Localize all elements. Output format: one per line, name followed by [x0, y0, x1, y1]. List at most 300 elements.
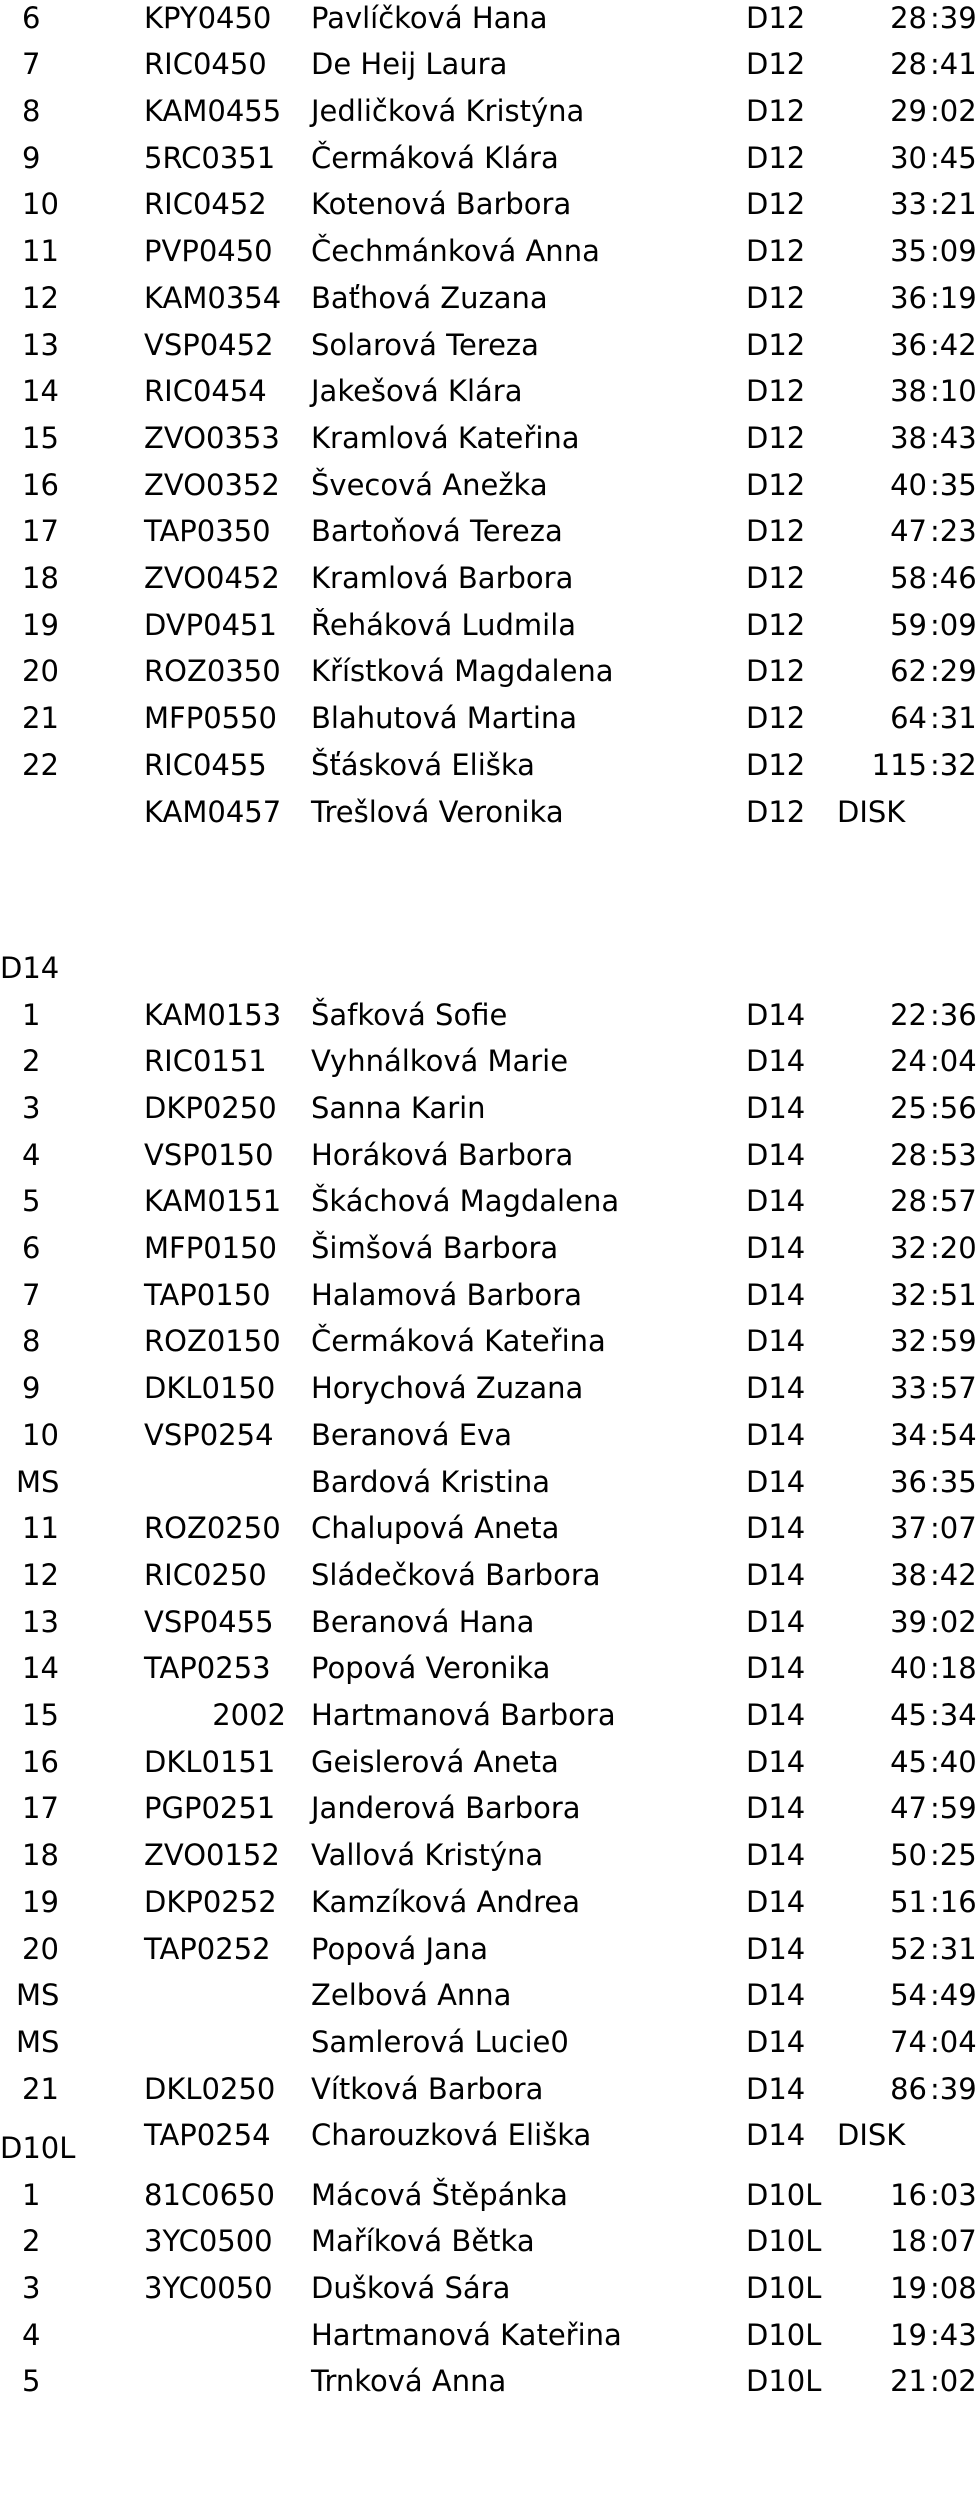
- category-cell: D14: [746, 1978, 806, 2013]
- rank-cell: 18: [22, 1838, 59, 1873]
- result-row: [0, 1505, 977, 1552]
- category-cell: D12: [746, 467, 806, 502]
- time-seconds-cell: :23: [930, 514, 977, 549]
- time-minutes-cell: 28: [890, 0, 927, 35]
- competitor-name-cell: Křístková Magdalena: [311, 654, 614, 689]
- competitor-name-cell: Švecová Anežka: [311, 467, 548, 502]
- rank-cell: 5: [22, 1184, 41, 1219]
- result-row: [0, 742, 977, 789]
- result-row: [0, 2066, 977, 2113]
- time-minutes-cell: 86: [890, 2071, 927, 2106]
- time-seconds-cell: :43: [930, 2317, 977, 2352]
- competitor-name-cell: Vallová Kristýna: [311, 1838, 544, 1873]
- time-seconds-cell: :08: [930, 2270, 977, 2305]
- rank-cell: 1: [22, 2177, 41, 2212]
- time-minutes-cell: 35: [890, 234, 927, 269]
- time-minutes-cell: 38: [890, 420, 927, 455]
- competitor-name-cell: Halamová Barbora: [311, 1277, 582, 1312]
- category-cell: D12: [746, 747, 806, 782]
- competitor-name-cell: Jedličková Kristýna: [311, 94, 585, 128]
- rank-cell: 3: [22, 1090, 41, 1125]
- club-code-cell: ZVO0352: [144, 467, 280, 502]
- time-seconds-cell: :54: [930, 1417, 977, 1452]
- category-heading: D14: [0, 950, 60, 985]
- time-seconds-cell: :56: [930, 1090, 977, 1125]
- time-minutes-cell: 38: [890, 374, 927, 409]
- club-code-cell: TAP0253: [144, 1651, 271, 1686]
- time-seconds-cell: :34: [930, 1698, 977, 1732]
- result-row: [0, 1038, 977, 1085]
- time-minutes-cell: 36: [890, 1464, 927, 1499]
- club-code-cell: KAM0455: [144, 94, 282, 128]
- rank-cell: 2: [22, 1044, 41, 1079]
- time-seconds-cell: :21: [930, 187, 977, 222]
- rank-cell: 22: [22, 747, 59, 782]
- category-cell: D14: [746, 997, 806, 1032]
- competitor-name-cell: Šafková Sofie: [311, 997, 508, 1032]
- club-code-cell: 2002: [212, 1698, 286, 1732]
- time-seconds-cell: :02: [930, 1604, 977, 1639]
- club-code-cell: ZVO0452: [144, 561, 280, 595]
- competitor-name-cell: Řeháková Ludmila: [311, 607, 577, 642]
- category-cell: D14: [746, 1231, 806, 1265]
- category-cell: D12: [746, 607, 806, 642]
- time-seconds-cell: :19: [930, 280, 977, 315]
- club-code-cell: KPY0450: [144, 0, 272, 35]
- rank-cell: 9: [22, 1371, 41, 1406]
- result-row: [0, 1879, 977, 1926]
- time-minutes-cell: 47: [890, 1791, 927, 1826]
- rank-cell: 11: [22, 234, 59, 269]
- club-code-cell: KAM0153: [144, 997, 282, 1032]
- competitor-name-cell: Horychová Zuzana: [311, 1371, 584, 1406]
- club-code-cell: RIC0250: [144, 1557, 267, 1592]
- time-minutes-cell: 52: [890, 1931, 927, 1966]
- rank-cell: 11: [22, 1511, 59, 1546]
- competitor-name-cell: Kotenová Barbora: [311, 187, 572, 222]
- rank-cell: 4: [22, 1137, 41, 1172]
- club-code-cell: DVP0451: [144, 607, 277, 642]
- time-seconds-cell: :49: [930, 1978, 977, 2013]
- category-cell: D14: [746, 2118, 806, 2153]
- time-seconds-cell: :42: [930, 1557, 977, 1592]
- time-seconds-cell: :57: [930, 1184, 977, 1219]
- time-minutes-cell: 33: [890, 187, 927, 222]
- category-cell: D14: [746, 1371, 806, 1406]
- result-row: [0, 1225, 977, 1272]
- category-cell: D12: [746, 234, 806, 269]
- time-minutes-cell: 19: [890, 2270, 927, 2305]
- category-cell: D14: [746, 1277, 806, 1312]
- club-code-cell: 3YC0500: [144, 2224, 273, 2259]
- rank-cell: 7: [22, 1277, 41, 1312]
- category-cell: D14: [746, 1137, 806, 1172]
- rank-cell: 20: [22, 1931, 59, 1966]
- competitor-name-cell: Charouzková Eliška: [311, 2118, 592, 2153]
- time-seconds-cell: :10: [930, 374, 977, 409]
- time-seconds-cell: :57: [930, 1371, 977, 1406]
- result-row: [0, 1926, 977, 1973]
- category-cell: D10L: [746, 2177, 822, 2212]
- competitor-name-cell: Čechmánková Anna: [311, 234, 600, 269]
- category-cell: D10L: [746, 2224, 822, 2259]
- club-code-cell: DKP0252: [144, 1884, 277, 1919]
- time-seconds-cell: :07: [930, 1511, 977, 1546]
- club-code-cell: TAP0254: [144, 2118, 271, 2153]
- competitor-name-cell: Sanna Karin: [311, 1090, 486, 1125]
- rank-cell: 18: [22, 561, 59, 595]
- result-row: [0, 1085, 977, 1132]
- result-row: [0, 41, 977, 88]
- competitor-name-cell: Kramlová Kateřina: [311, 420, 580, 455]
- category-cell: D14: [746, 1791, 806, 1826]
- category-cell: D12: [746, 94, 806, 128]
- time-seconds-cell: :20: [930, 1231, 977, 1265]
- competitor-name-cell: Zelbová Anna: [311, 1978, 512, 2013]
- club-code-cell: 81C0650: [144, 2177, 275, 2212]
- rank-cell: 14: [22, 1651, 59, 1686]
- time-minutes-cell: 32: [890, 1277, 927, 1312]
- rank-cell: 15: [22, 1698, 59, 1732]
- time-seconds-cell: :25: [930, 1838, 977, 1873]
- time-minutes-cell: 34: [890, 1417, 927, 1452]
- time-minutes-cell: 36: [890, 280, 927, 315]
- time-seconds-cell: :18: [930, 1651, 977, 1686]
- club-code-cell: ZVO0353: [144, 420, 280, 455]
- category-cell: D10L: [746, 2270, 822, 2305]
- category-cell: D14: [746, 1744, 806, 1779]
- club-code-cell: RIC0450: [144, 47, 267, 82]
- club-code-cell: RIC0151: [144, 1044, 267, 1079]
- time-seconds-cell: :03: [930, 2177, 977, 2212]
- rank-cell: MS: [16, 1464, 60, 1499]
- time-minutes-cell: 62: [890, 654, 927, 689]
- time-seconds-cell: :39: [930, 2071, 977, 2106]
- time-seconds-cell: :31: [930, 701, 977, 736]
- club-code-cell: 3YC0050: [144, 2270, 273, 2305]
- club-code-cell: VSP0452: [144, 327, 274, 362]
- result-row: [0, 2019, 977, 2066]
- rank-cell: 6: [22, 1231, 41, 1265]
- category-cell: D10L: [746, 2317, 822, 2352]
- rank-cell: 19: [22, 1884, 59, 1919]
- rank-cell: 9: [22, 140, 41, 175]
- result-row: [0, 1552, 977, 1599]
- competitor-name-cell: Vítková Barbora: [311, 2071, 544, 2106]
- result-row: [0, 0, 977, 41]
- time-minutes-cell: 25: [890, 1090, 927, 1125]
- competitor-name-cell: Mácová Štěpánka: [311, 2177, 568, 2212]
- time-minutes-cell: 64: [890, 701, 927, 736]
- club-code-cell: DKP0250: [144, 1090, 277, 1125]
- competitor-name-cell: Dušková Sára: [311, 2270, 511, 2305]
- result-row: [0, 1832, 977, 1879]
- competitor-name-cell: Čermáková Klára: [311, 140, 559, 175]
- club-code-cell: DKL0150: [144, 1371, 276, 1406]
- competitor-name-cell: Trešlová Veronika: [311, 794, 564, 829]
- time-minutes-cell: 74: [890, 2024, 927, 2059]
- time-seconds-cell: :39: [930, 0, 977, 35]
- result-row: [0, 275, 977, 322]
- time-seconds-cell: :09: [930, 607, 977, 642]
- club-code-cell: VSP0254: [144, 1417, 274, 1452]
- time-minutes-cell: 24: [890, 1044, 927, 1079]
- time-minutes-cell: 37: [890, 1511, 927, 1546]
- time-minutes-cell: 28: [890, 47, 927, 82]
- result-row: [0, 1318, 977, 1365]
- competitor-name-cell: Kamzíková Andrea: [311, 1884, 580, 1919]
- result-row: [0, 462, 977, 509]
- category-cell: D14: [746, 1324, 806, 1359]
- result-row: [0, 2218, 977, 2265]
- category-cell: D12: [746, 140, 806, 175]
- category-cell: D14: [746, 1511, 806, 1546]
- category-cell: D14: [746, 1698, 806, 1732]
- category-cell: D12: [746, 514, 806, 549]
- category-cell: D14: [746, 2024, 806, 2059]
- time-minutes-cell: 59: [890, 607, 927, 642]
- category-cell: D14: [746, 1931, 806, 1966]
- rank-cell: 21: [22, 701, 59, 736]
- result-row: [0, 508, 977, 555]
- rank-cell: 5: [22, 2364, 41, 2399]
- club-code-cell: VSP0150: [144, 1137, 274, 1172]
- time-seconds-cell: :36: [930, 997, 977, 1032]
- time-minutes-cell: 18: [890, 2224, 927, 2259]
- category-cell: D14: [746, 1090, 806, 1125]
- rank-cell: 7: [22, 47, 41, 82]
- time-minutes-cell: 45: [890, 1744, 927, 1779]
- time-minutes-cell: 16: [890, 2177, 927, 2212]
- club-code-cell: MFP0550: [144, 701, 277, 736]
- time-minutes-cell: 39: [890, 1604, 927, 1639]
- result-row: [0, 2265, 977, 2312]
- result-row: [0, 602, 977, 649]
- result-row: [0, 1365, 977, 1412]
- rank-cell: 4: [22, 2317, 41, 2352]
- result-row: [0, 1739, 977, 1786]
- competitor-name-cell: Geislerová Aneta: [311, 1744, 559, 1779]
- competitor-name-cell: Jakešová Klára: [311, 374, 523, 409]
- category-cell: D14: [746, 1464, 806, 1499]
- rank-cell: 17: [22, 514, 59, 549]
- category-cell: D14: [746, 1417, 806, 1452]
- time-minutes-cell: 54: [890, 1978, 927, 2013]
- time-minutes-cell: 33: [890, 1371, 927, 1406]
- result-row: [0, 1692, 977, 1739]
- result-row: [0, 368, 977, 415]
- club-code-cell: KAM0151: [144, 1184, 282, 1219]
- time-minutes-cell: 30: [890, 140, 927, 175]
- time-seconds-cell: :07: [930, 2224, 977, 2259]
- rank-cell: 17: [22, 1791, 59, 1826]
- time-minutes-cell: 22: [890, 997, 927, 1032]
- category-cell: D12: [746, 0, 806, 35]
- club-code-cell: TAP0150: [144, 1277, 271, 1312]
- competitor-name-cell: De Heij Laura: [311, 47, 508, 82]
- competitor-name-cell: Sládečková Barbora: [311, 1557, 601, 1592]
- result-row: [0, 1272, 977, 1319]
- rank-cell: 10: [22, 1417, 59, 1452]
- result-row: [0, 648, 977, 695]
- category-cell: D12: [746, 187, 806, 222]
- result-row: [0, 2358, 977, 2405]
- time-seconds-cell: :04: [930, 1044, 977, 1079]
- club-code-cell: RIC0452: [144, 187, 267, 222]
- category-cell: D14: [746, 1044, 806, 1079]
- club-code-cell: KAM0457: [144, 794, 282, 829]
- time-minutes-cell: 21: [890, 2364, 927, 2399]
- club-code-cell: 5RC0351: [144, 140, 276, 175]
- club-code-cell: TAP0350: [144, 514, 271, 549]
- competitor-name-cell: Chalupová Aneta: [311, 1511, 560, 1546]
- result-row: [0, 2112, 960, 2159]
- category-cell: D12: [746, 561, 806, 595]
- club-code-cell: MFP0150: [144, 1231, 277, 1265]
- result-row: [0, 1645, 977, 1692]
- time-minutes-cell: 51: [890, 1884, 927, 1919]
- competitor-name-cell: Šimšová Barbora: [311, 1231, 559, 1265]
- club-code-cell: TAP0252: [144, 1931, 271, 1966]
- result-row: [0, 555, 977, 602]
- time-seconds-cell: :53: [930, 1137, 977, 1172]
- category-cell: D14: [746, 1838, 806, 1873]
- time-minutes-cell: 58: [890, 561, 927, 595]
- time-minutes-cell: 29: [890, 94, 927, 128]
- time-minutes-cell: 40: [890, 1651, 927, 1686]
- time-minutes-cell: 50: [890, 1838, 927, 1873]
- rank-cell: 8: [22, 1324, 41, 1359]
- category-cell: D12: [746, 327, 806, 362]
- result-row: [0, 789, 960, 836]
- club-code-cell: ROZ0150: [144, 1324, 281, 1359]
- time-minutes-cell: 47: [890, 514, 927, 549]
- time-minutes-cell: 32: [890, 1231, 927, 1265]
- competitor-name-cell: Hartmanová Kateřina: [311, 2317, 622, 2352]
- result-row: [0, 181, 977, 228]
- club-code-cell: KAM0354: [144, 280, 282, 315]
- rank-cell: 6: [22, 0, 41, 35]
- time-minutes-cell: 115: [871, 747, 927, 782]
- time-seconds-cell: :16: [930, 1884, 977, 1919]
- rank-cell: 19: [22, 607, 59, 642]
- rank-cell: 16: [22, 1744, 59, 1779]
- result-row: [0, 2172, 977, 2219]
- club-code-cell: DKL0151: [144, 1744, 276, 1779]
- competitor-name-cell: Popová Jana: [311, 1931, 488, 1966]
- category-cell: D12: [746, 654, 806, 689]
- club-code-cell: PGP0251: [144, 1791, 276, 1826]
- time-minutes-cell: 32: [890, 1324, 927, 1359]
- rank-cell: 3: [22, 2270, 41, 2305]
- club-code-cell: ROZ0350: [144, 654, 281, 689]
- time-minutes-cell: 36: [890, 327, 927, 362]
- result-row: [0, 228, 977, 275]
- rank-cell: 14: [22, 374, 59, 409]
- result-row: [0, 695, 977, 742]
- result-row: [0, 135, 977, 182]
- category-cell: D14: [746, 1884, 806, 1919]
- competitor-name-cell: Kramlová Barbora: [311, 561, 574, 595]
- category-cell: D14: [746, 1604, 806, 1639]
- club-code-cell: RIC0454: [144, 374, 267, 409]
- rank-cell: 16: [22, 467, 59, 502]
- result-row: [0, 1785, 977, 1832]
- time-seconds-cell: :45: [930, 140, 977, 175]
- rank-cell: 13: [22, 327, 59, 362]
- time-seconds-cell: :32: [930, 747, 977, 782]
- rank-cell: 12: [22, 1557, 59, 1592]
- competitor-name-cell: Čermáková Kateřina: [311, 1324, 606, 1359]
- time-seconds-cell: :43: [930, 420, 977, 455]
- result-row: [0, 88, 977, 135]
- result-row: [0, 322, 977, 369]
- competitor-name-cell: Janderová Barbora: [311, 1791, 581, 1826]
- club-code-cell: RIC0455: [144, 747, 267, 782]
- time-seconds-cell: :02: [930, 2364, 977, 2399]
- category-cell: D12: [746, 374, 806, 409]
- competitor-name-cell: Pavlíčková Hana: [311, 0, 548, 35]
- time-seconds-cell: :35: [930, 1464, 977, 1499]
- time-seconds-cell: :31: [930, 1931, 977, 1966]
- club-code-cell: ZVO0152: [144, 1838, 280, 1873]
- time-minutes-cell: 38: [890, 1557, 927, 1592]
- time-seconds-cell: :46: [930, 561, 977, 595]
- competitor-name-cell: Baťhová Zuzana: [311, 280, 548, 315]
- competitor-name-cell: Horáková Barbora: [311, 1137, 574, 1172]
- category-heading: D10L: [0, 2130, 76, 2165]
- rank-cell: 20: [22, 654, 59, 689]
- time-seconds-cell: :29: [930, 654, 977, 689]
- rank-cell: 8: [22, 94, 41, 128]
- rank-cell: 13: [22, 1604, 59, 1639]
- competitor-name-cell: Škáchová Magdalena: [311, 1184, 620, 1219]
- time-seconds-cell: :42: [930, 327, 977, 362]
- result-row: [0, 1972, 977, 2019]
- result-row: [0, 2312, 977, 2359]
- time-seconds-cell: :51: [930, 1277, 977, 1312]
- category-cell: D14: [746, 1184, 806, 1219]
- rank-cell: MS: [16, 2024, 60, 2059]
- category-cell: D12: [746, 701, 806, 736]
- time-seconds-cell: :35: [930, 467, 977, 502]
- competitor-name-cell: Vyhnálková Marie: [311, 1044, 569, 1079]
- time-minutes-cell: 45: [890, 1698, 927, 1732]
- rank-cell: 10: [22, 187, 59, 222]
- competitor-name-cell: Trnková Anna: [311, 2364, 507, 2399]
- club-code-cell: ROZ0250: [144, 1511, 281, 1546]
- result-row: [0, 1132, 977, 1179]
- competitor-name-cell: Solarová Tereza: [311, 327, 539, 362]
- rank-cell: 1: [22, 997, 41, 1032]
- category-cell: D10L: [746, 2364, 822, 2399]
- competitor-name-cell: Beranová Hana: [311, 1604, 535, 1639]
- result-row: [0, 415, 977, 462]
- club-code-cell: VSP0455: [144, 1604, 274, 1639]
- category-cell: D12: [746, 280, 806, 315]
- category-cell: D12: [746, 420, 806, 455]
- category-cell: D12: [746, 47, 806, 82]
- time-seconds-cell: :40: [930, 1744, 977, 1779]
- category-cell: D14: [746, 2071, 806, 2106]
- status-cell: DISK: [837, 794, 906, 829]
- result-row: [0, 1412, 977, 1459]
- category-cell: D14: [746, 1557, 806, 1592]
- competitor-name-cell: Šťásková Eliška: [311, 747, 535, 782]
- club-code-cell: DKL0250: [144, 2071, 276, 2106]
- rank-cell: 12: [22, 280, 59, 315]
- result-row: [0, 992, 977, 1039]
